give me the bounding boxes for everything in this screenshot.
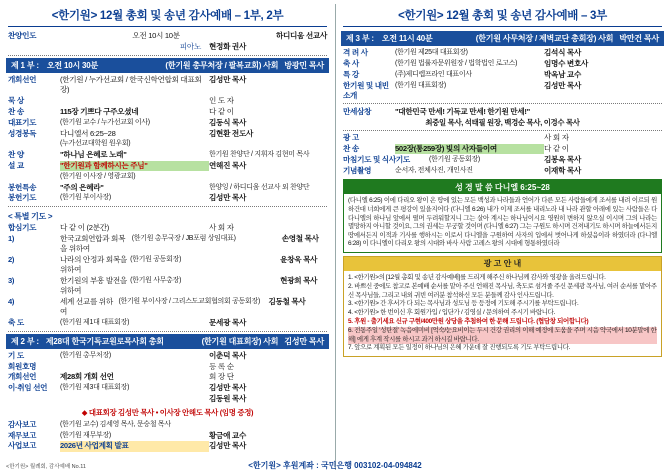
order-label: 축 사 <box>343 59 359 69</box>
order-label: 개회선언 <box>8 372 37 382</box>
order-row <box>6 150 329 161</box>
order-label: 찬 송 <box>343 144 359 154</box>
order-label: 사업보고 <box>8 441 37 451</box>
part1-presider-name: 방광민 목사 <box>284 60 324 70</box>
order-subrow <box>6 172 329 183</box>
inauguration-note: ◆ 대표회장 김성만 목사 • 이사장 안해도 목사 (임명 증정) <box>81 407 254 417</box>
order-label: 찬 송 <box>8 107 24 117</box>
prayer-no: 3) <box>8 276 15 286</box>
part1-presider-role: (한기원 총무처장 / 팔복교회) 사회 <box>165 60 279 70</box>
prayer-person: 현광희 목사 <box>280 276 318 286</box>
order-label: 기념촬영 <box>343 165 372 175</box>
order-detail: "한기원과 함께하시는 주님" <box>60 161 209 171</box>
order-row <box>6 361 329 372</box>
order-detail: (한기원 공동회장) <box>429 156 480 164</box>
order-label: 대표기도 <box>8 117 37 127</box>
part1-time: 오전 10시 30분 <box>46 60 99 70</box>
prayer-row <box>8 276 327 297</box>
notice-body <box>344 271 661 356</box>
order-detail <box>395 133 544 143</box>
order-person: 이재학 목사 <box>544 165 581 175</box>
piano-label: 피아노 <box>179 42 201 52</box>
order-label: 격 려 사 <box>343 48 368 58</box>
prayer-row <box>8 234 327 255</box>
order-row <box>341 70 664 81</box>
order-person: 김성만 목사 <box>209 383 246 393</box>
divider-2 <box>8 206 327 207</box>
notice-title: 광 고 안 내 <box>344 257 661 271</box>
order-detail: (한기원 교수 / 누가선교회 이사) <box>60 118 150 126</box>
order-person: 황금애 교수 <box>209 430 246 440</box>
order-detail: 115장 기쁘다 구주오셨네 <box>60 107 139 117</box>
order-detail: 502장(통259장) 빛의 사자들이여 <box>395 144 544 154</box>
order-label: 재무보고 <box>8 430 37 440</box>
order-label: 봉헌특송 <box>8 182 37 192</box>
divider-3 <box>8 331 327 332</box>
prayer-text: 세계 선교를 위하여 <box>60 297 113 317</box>
right-header-rule <box>343 26 662 27</box>
prayer-no: 2) <box>8 255 15 265</box>
notice-item: 6. 전통주일 ‘성탄절’ 녹음에미비 [억숙/눈요비이는 두시 건강 권리의 이해 예정에 도움을 주며 시음 약국에서 10분말에 한해] 에게 후계 작시를 하시고 과거 하시길 바랍니다. <box>348 326 657 343</box>
piano-row <box>6 42 329 53</box>
notice-item: 4. <한기원> 한 번이신 후 회원가입 / 입단가 / 김영실 / 문의하여 주시기 바랍니다. <box>348 309 556 317</box>
order-subdetail: (한기원 이사장 / 영광교회) <box>60 172 136 180</box>
order-person: 김현환 전도사 <box>209 128 254 138</box>
prayer-person: 손영철 목사 <box>281 234 319 244</box>
part3-time: 오전 11시 40분 <box>381 34 433 43</box>
praise-leader-row <box>6 31 329 42</box>
order-label: 마침기도 및 식사기도 <box>343 155 410 165</box>
order-row <box>6 96 329 107</box>
order-row <box>6 161 329 172</box>
footer-account: <한기원> 후원계좌 : 국민은행 003102-04-094842 <box>248 461 422 470</box>
special-prayer-title: < 특별 기도 > <box>8 211 53 221</box>
order-detail: "주의 은혜라" <box>60 182 104 192</box>
closing-person: 문세광 목사 <box>209 318 246 328</box>
order-detail: "하나님 은혜로 노래" <box>60 150 127 160</box>
order-person: 한양잉 / 하디디움 선교사 외 찬양단 <box>209 183 310 191</box>
manse-names: 최중일 목사, 석태필 원장, 백경순 목사, 이경수 목사 <box>425 118 580 128</box>
part1-bar <box>6 58 329 73</box>
notice-item: 7. 앞으로 계획된 모든 일정이 하나님의 은혜 가운데 잘 진행되도록 기도 부탁드립니다. <box>348 344 571 352</box>
order-label: 회원호명 <box>8 361 37 371</box>
order-person: 김성만 목사 <box>209 441 246 451</box>
divider-r2 <box>343 130 662 131</box>
order-row <box>341 144 664 155</box>
praise-leader-time: 오전 10시 10분 <box>132 31 180 41</box>
prayer-head-label: 합심기도 <box>8 223 37 233</box>
order-detail: (주)제디렙프라인 대표이사 <box>395 70 472 78</box>
order-label: 광 고 <box>343 133 359 143</box>
order-label: 개회선언 <box>8 75 37 85</box>
order-person: 한기원 찬양단 / 지휘자 김현미 목사 <box>209 151 310 159</box>
manse-label: 만세삼창 <box>343 106 372 116</box>
part2-label: 제 2 부 : <box>11 336 39 346</box>
order-detail: 2026년 사업계획 발표 <box>60 441 209 451</box>
divider-1 <box>8 55 327 56</box>
prayer-text: 한기원의 부흥 발전을 위하여 <box>60 276 127 296</box>
order-row <box>6 118 329 129</box>
closing-label: 축 도 <box>8 318 24 328</box>
page-footnote: <한기원> 월례회, 감사예배 No.11 <box>6 464 86 470</box>
part2-bar <box>6 334 329 349</box>
order-row <box>6 372 329 383</box>
order-row <box>6 394 329 405</box>
order-person: 임명수 변호사 <box>544 59 589 69</box>
order-person: 김봉옥 목사 <box>544 155 581 165</box>
order-detail <box>60 96 209 106</box>
order-person: 박옥남 교수 <box>544 69 581 79</box>
prayer-head-row <box>6 223 329 234</box>
part1-label: 제 1 부 : <box>11 60 39 70</box>
right-header-title: <한기원> 12월 총회 및 송년 감사예배 – 3부 <box>398 10 607 22</box>
notice-item: 3. <한기원> 간 후서가 다 되는 목사님과 성도님 등 등정에 기도해 주시기를 부탁드립니다. <box>348 300 579 308</box>
order-label: 기 도 <box>8 350 24 360</box>
scripture-box <box>343 179 662 253</box>
prayer-row <box>8 255 327 276</box>
order-detail: (한기원 총무처장) <box>60 351 111 359</box>
order-row <box>341 155 664 166</box>
order-person: 김석식 목사 <box>544 48 581 58</box>
notice-item: 1. <한기원>의 [12월 총회 및 송년 감사예배]를 드리게 해주신 하나님께 감사와 영광을 올려드립니다. <box>348 273 606 281</box>
order-label: 묵 상 <box>8 96 24 106</box>
order-subdetail: (누가선교대학원 원우회) <box>60 140 131 148</box>
order-label: 설 교 <box>8 161 24 171</box>
scripture-body: (다니엘 6:25) 이에 다리오 왕이 온 땅에 있는 모든 백성과 나라들과 언어가 다른 모든 사람들에게 조서를 내려 이르되 원하건대 너희에게 큰 평강이 있을지어다 (다니엘 6:26) 내가 이제 조서를 내리노라 내 나라 관할 아래에 있는 사람들은 다 다니엘의 하나님 앞에서 떨며 두려워할지니 그는 살아 계시는 하나님이시요 영원히 변하지 않으실 이시며 그의 나라는 멸망하지 아니할 것이요, 그의 권세는 무궁할 것이며 (다니엘 6:27) 그는 구원도 하시며 건져내기도 하시며 하늘에서든지 땅에서든지 이적과 기사를 행하시는 이로서 다니엘을 구원하여 사자의 입에서 벗어나게 하셨음이라 하였더라 (다니엘 6:28) 이 다니엘이 다리오 왕의 시대와 바사 사람 고레스 왕의 시대에 형통하였더라 <box>348 197 657 248</box>
prayer-text: 한국교회연합과 회복을 위하여 <box>60 234 126 254</box>
order-person: 김성만 목사 <box>209 193 246 203</box>
order-detail: 순서자, 전체사진, 개인사진 <box>395 166 473 174</box>
order-person: 연해진 목사 <box>209 161 246 171</box>
prayer-person: 김동철 목사 <box>268 297 306 307</box>
order-label: 찬 양 <box>8 150 24 160</box>
order-detail: (한기원 대표회장) <box>395 81 446 89</box>
left-header-title: <한기원> 12월 총회 및 송년 감사예배 – 1부, 2부 <box>51 10 284 22</box>
order-detail: (한기원 법률자문위원장 / 법학법인 로고스) <box>395 60 518 68</box>
order-row <box>6 383 329 394</box>
order-person: 다 같 이 <box>209 107 234 117</box>
order-person: 김성만 목사 <box>209 75 246 85</box>
order-row <box>6 182 329 193</box>
praise-leader-name: 하디디움 선교사 <box>275 31 327 41</box>
manse-text: "대한민국 만세! 기독교 만세! 한기원 만세!" <box>395 106 530 116</box>
part2-presider-name: 김성만 목사 <box>284 336 324 346</box>
order-label: 성경봉독 <box>8 128 37 138</box>
order-person: 김동원 목사 <box>209 394 246 404</box>
prayer-head-person: 사 회 자 <box>209 223 234 233</box>
order-detail: (한기원 교수) 김세영 목사, 문승철 목사 <box>60 420 171 428</box>
order-detail: 제28회 개회 선언 <box>60 372 114 382</box>
order-row <box>341 133 664 144</box>
order-person: 회 장 단 <box>209 372 234 382</box>
order-row <box>341 48 664 59</box>
praise-leader-label: 찬양인도 <box>8 31 37 41</box>
prayer-no: 1) <box>8 234 15 244</box>
part2-title: 제28대 한국기독교원로목사회 총회 <box>45 336 164 346</box>
order-subrow <box>6 139 329 150</box>
order-detail: (한기원 제25대 대표회장) <box>395 49 468 57</box>
order-row <box>6 107 329 118</box>
order-label: 한기원 및 내빈소개 <box>343 80 389 100</box>
order-label: 감사보고 <box>8 419 37 429</box>
order-list-part2 <box>6 351 329 405</box>
order-row <box>6 193 329 204</box>
prayer-no: 4) <box>8 297 15 307</box>
order-label: 특 강 <box>343 69 359 79</box>
order-person: 등 록 순 <box>209 361 234 371</box>
order-detail: (한기원 제3대 대표회장) <box>60 384 130 392</box>
order-person: 사 회 자 <box>544 133 569 143</box>
order-label: 봉헌기도 <box>8 193 37 203</box>
notice-item: 2. 바쁘신 중에도 참고로 본예배 순서를 맡아 주신 언해진 목사님, 축도로 섬겨줄 주신 문세광 목사님, 여러 순서를 맡아주신 목사님들, 그리고 내외 귀빈 여러분 참석하신 모든 분들께 감사 인사드립니다. <box>348 282 657 299</box>
order-row <box>6 420 329 431</box>
part3-presider-role: (한기원 사무처장 / 제벽교단 총회장) 사회 <box>475 34 614 43</box>
order-detail: (한기원 재무부장) <box>60 431 111 439</box>
order-row <box>6 441 329 452</box>
prayer-row <box>8 297 327 318</box>
divider-r1 <box>343 103 662 104</box>
left-header-rule <box>8 26 327 27</box>
order-detail: 다니엘서 6:25~28 <box>60 128 116 138</box>
order-label: 이·취임 선언 <box>8 383 48 393</box>
notice-box <box>343 256 662 357</box>
part3-label: 제 3 부 : <box>346 34 374 43</box>
part2-presider-role: (한기원 대표회장) 사회 <box>201 336 279 346</box>
order-person: 이춘덕 목사 <box>209 350 246 360</box>
order-detail: (한기원 / 누가선교회 / 한국신학연합회 대표회장) <box>60 75 202 95</box>
order-detail <box>60 362 209 372</box>
right-column <box>335 0 670 474</box>
order-row <box>6 430 329 441</box>
closing-detail: (한기원 제1대 대표회장) <box>60 319 130 327</box>
prayer-items <box>6 234 329 329</box>
part3-bar <box>341 31 664 46</box>
prayer-person: 윤창욱 목사 <box>280 255 318 265</box>
notice-item: 5. 후원 - 출기세요 신규 구현/400만원 상당을 추첨하여 한 문해 드립니다. (협담창 되어합니다) <box>348 317 589 325</box>
order-person: 인 도 자 <box>209 96 234 106</box>
order-row <box>341 166 664 177</box>
order-person: 김성만 목사 <box>544 80 581 90</box>
order-list-part1 <box>6 75 329 204</box>
part3-presider-name: 박만건 목사 <box>619 34 659 43</box>
scripture-title: 성 경 말 씀 다니엘 6:25~28 <box>344 180 661 194</box>
order-row <box>341 59 664 70</box>
order-person: 김동식 목사 <box>209 117 246 127</box>
order-list-right <box>341 48 664 101</box>
order-row <box>6 75 329 96</box>
order-list-part3 <box>6 420 329 452</box>
order-list-right-tail <box>341 133 664 176</box>
prayer-text: 나라의 안정과 회복을 위하여 <box>60 255 127 275</box>
prayer-sub: (한기원 총무국장 / JB포럼 상임대표) <box>131 235 236 243</box>
closing-row <box>8 318 327 329</box>
order-row <box>6 351 329 362</box>
prayer-sub: (한기원 공동회장) <box>130 256 182 264</box>
prayer-sub: (한기원 부이사장 / 그리스도교회협의회 공동회장) <box>118 298 260 306</box>
order-row <box>6 128 329 139</box>
prayer-sub: (한기원 사무총장) <box>130 277 182 285</box>
order-row <box>341 80 664 101</box>
prayer-head-detail: 다 같 이 (2분간) <box>60 223 109 233</box>
order-person: 다 같 이 <box>544 144 569 154</box>
order-detail: (한기원 부이사장) <box>60 194 111 202</box>
manse-row <box>341 106 664 117</box>
piano-name: 현정화 권사 <box>209 42 246 52</box>
